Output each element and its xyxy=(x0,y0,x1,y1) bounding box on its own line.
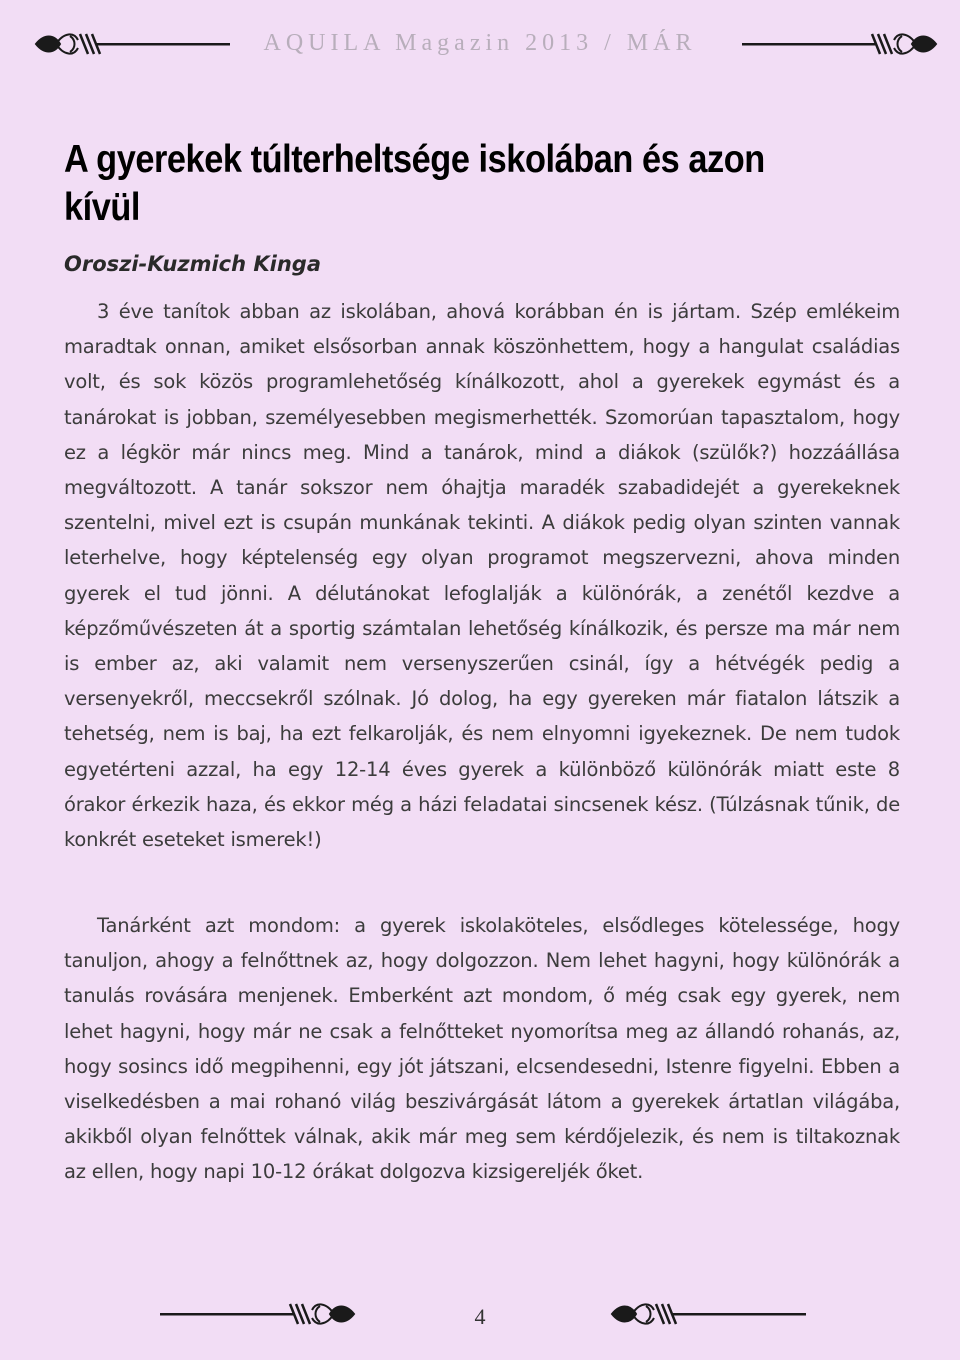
article-author: Oroszi-Kuzmich Kinga xyxy=(64,252,321,276)
footer-ornament-right-icon xyxy=(606,1297,806,1331)
body-paragraph-1: 3 éve tanítok abban az iskolában, ahová korábban én is jártam. Szép emlékeim maradtak onnan, amiket elsősorban annak köszönhettem, hogy a hangulat családias volt, és sok közös programlehetőség kínálkozott, ahol a gyerekek egymást és a tanárokat is jobban, személyesebben megismerhették. Szomorúan tapasztalom, hogy ez a légkör már nincs meg. Mind a tanárok, mind a diákok (szülők?) hozzáállása megváltozott. A tanár sokszor nem óhajtja maradék szabadidejét a gyerekeknek szentelni, mivel ezt is csupán munkának tekinti. A diákok pedig olyan szinten vannak leterhelve, hogy képtelenség egy olyan programot megszervezni, ahova minden gyerek el tud jönni. A délutánokat lefoglalják a különórák, a zenétől kezdve a képzőművészeten át a sportig számtalan lehetőség kínálkozik, és persze ma már nem is ember az, aki valamit nem versenyszerűen csinál, így a hétvégék pedig a versenyekről, meccsekről szólnak. Jó dolog, ha egy gyereken már fiatalon látszik a tehetség, nem is baj, ha ezt felkarolják, és nem elnyomni igyekeznek. De nem tudok egyetérteni azzal, ha egy 12-14 éves gyerek a különböző különórák miatt este 8 órakor érkezik haza, és ekkor még a házi feladatai sincsenek kész. (Túlzásnak tűnik, de konkrét eseteket ismerek!) xyxy=(64,300,900,852)
magazine-header-title: AQUILA Magazin 2013 / MÁR xyxy=(263,30,697,56)
article-title: A gyerekek túlterheltsége iskolában és azon kívül xyxy=(64,138,765,229)
header-ornament-right-icon xyxy=(742,26,942,62)
header-ornament-left-icon xyxy=(30,26,230,62)
page-number: 4 xyxy=(474,1304,486,1329)
body-paragraph-2: Tanárként azt mondom: a gyerek iskolaköteles, elsődleges kötelessége, hogy tanuljon, ahogy a felnőttnek az, hogy dolgozzon. Nem lehet hagyni, hogy különórák a tanulás rovására menjenek. Emberként azt mondom, ő még csak egy gyerek, nem lehet hagyni, hogy már ne csak a felnőtteket nyomorítsa meg az állandó rohanás, az, hogy sosincs idő megpihenni, egy jót játszani, elcsendesedni, Istenre figyelni. Ebben a viselkedésben a mai rohanó világ beszivárgását látom a gyerekek ártatlan világába, akikből olyan felnőttek válnak, akik már meg sem kérdőjelezik, és nem is tiltakoznak az ellen, hogy napi 10-12 órákat dolgozva kizsigereljék őket. xyxy=(64,914,900,1184)
